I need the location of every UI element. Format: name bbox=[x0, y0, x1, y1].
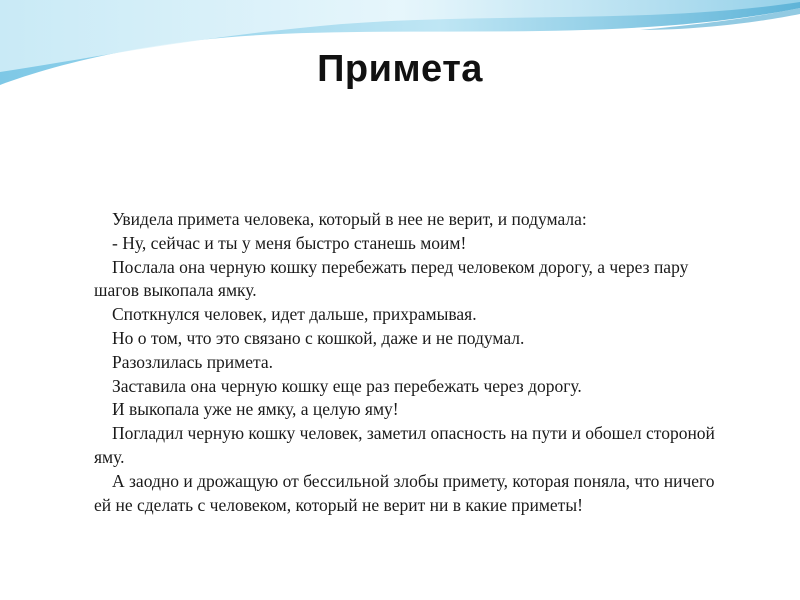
slide-title: Примета bbox=[317, 48, 483, 90]
paragraph: А заодно и дрожащую от бессильной злобы примету, которая поняла, что ничего ей не сделать с человеком, который не верит ни в какие приметы! bbox=[94, 470, 715, 515]
paragraph: Послала она черную кошку перебежать перед человеком дорогу, а через пару шагов выкопала ямку. bbox=[94, 256, 689, 301]
paragraph: Споткнулся человек, идет дальше, прихрамывая. bbox=[112, 304, 477, 325]
paragraph: Разозлилась примета. bbox=[112, 351, 274, 372]
paragraph: И выкопала уже не ямку, а целую яму! bbox=[112, 399, 399, 420]
story-text bbox=[94, 208, 724, 517]
paragraph: Увидела примета человека, который в нее не верит, и подумала: bbox=[112, 209, 587, 229]
paragraph: Но о том, что это связано с кошкой, даже и не подумал. bbox=[112, 327, 525, 348]
paragraph: Погладил черную кошку человек, заметил опасность на пути и обошел стороной яму. bbox=[94, 423, 715, 467]
paragraph: - Ну, сейчас и ты у меня быстро станешь моим! bbox=[112, 232, 467, 253]
paragraph: Заставила она черную кошку еще раз перебежать через дорогу. bbox=[112, 375, 582, 396]
